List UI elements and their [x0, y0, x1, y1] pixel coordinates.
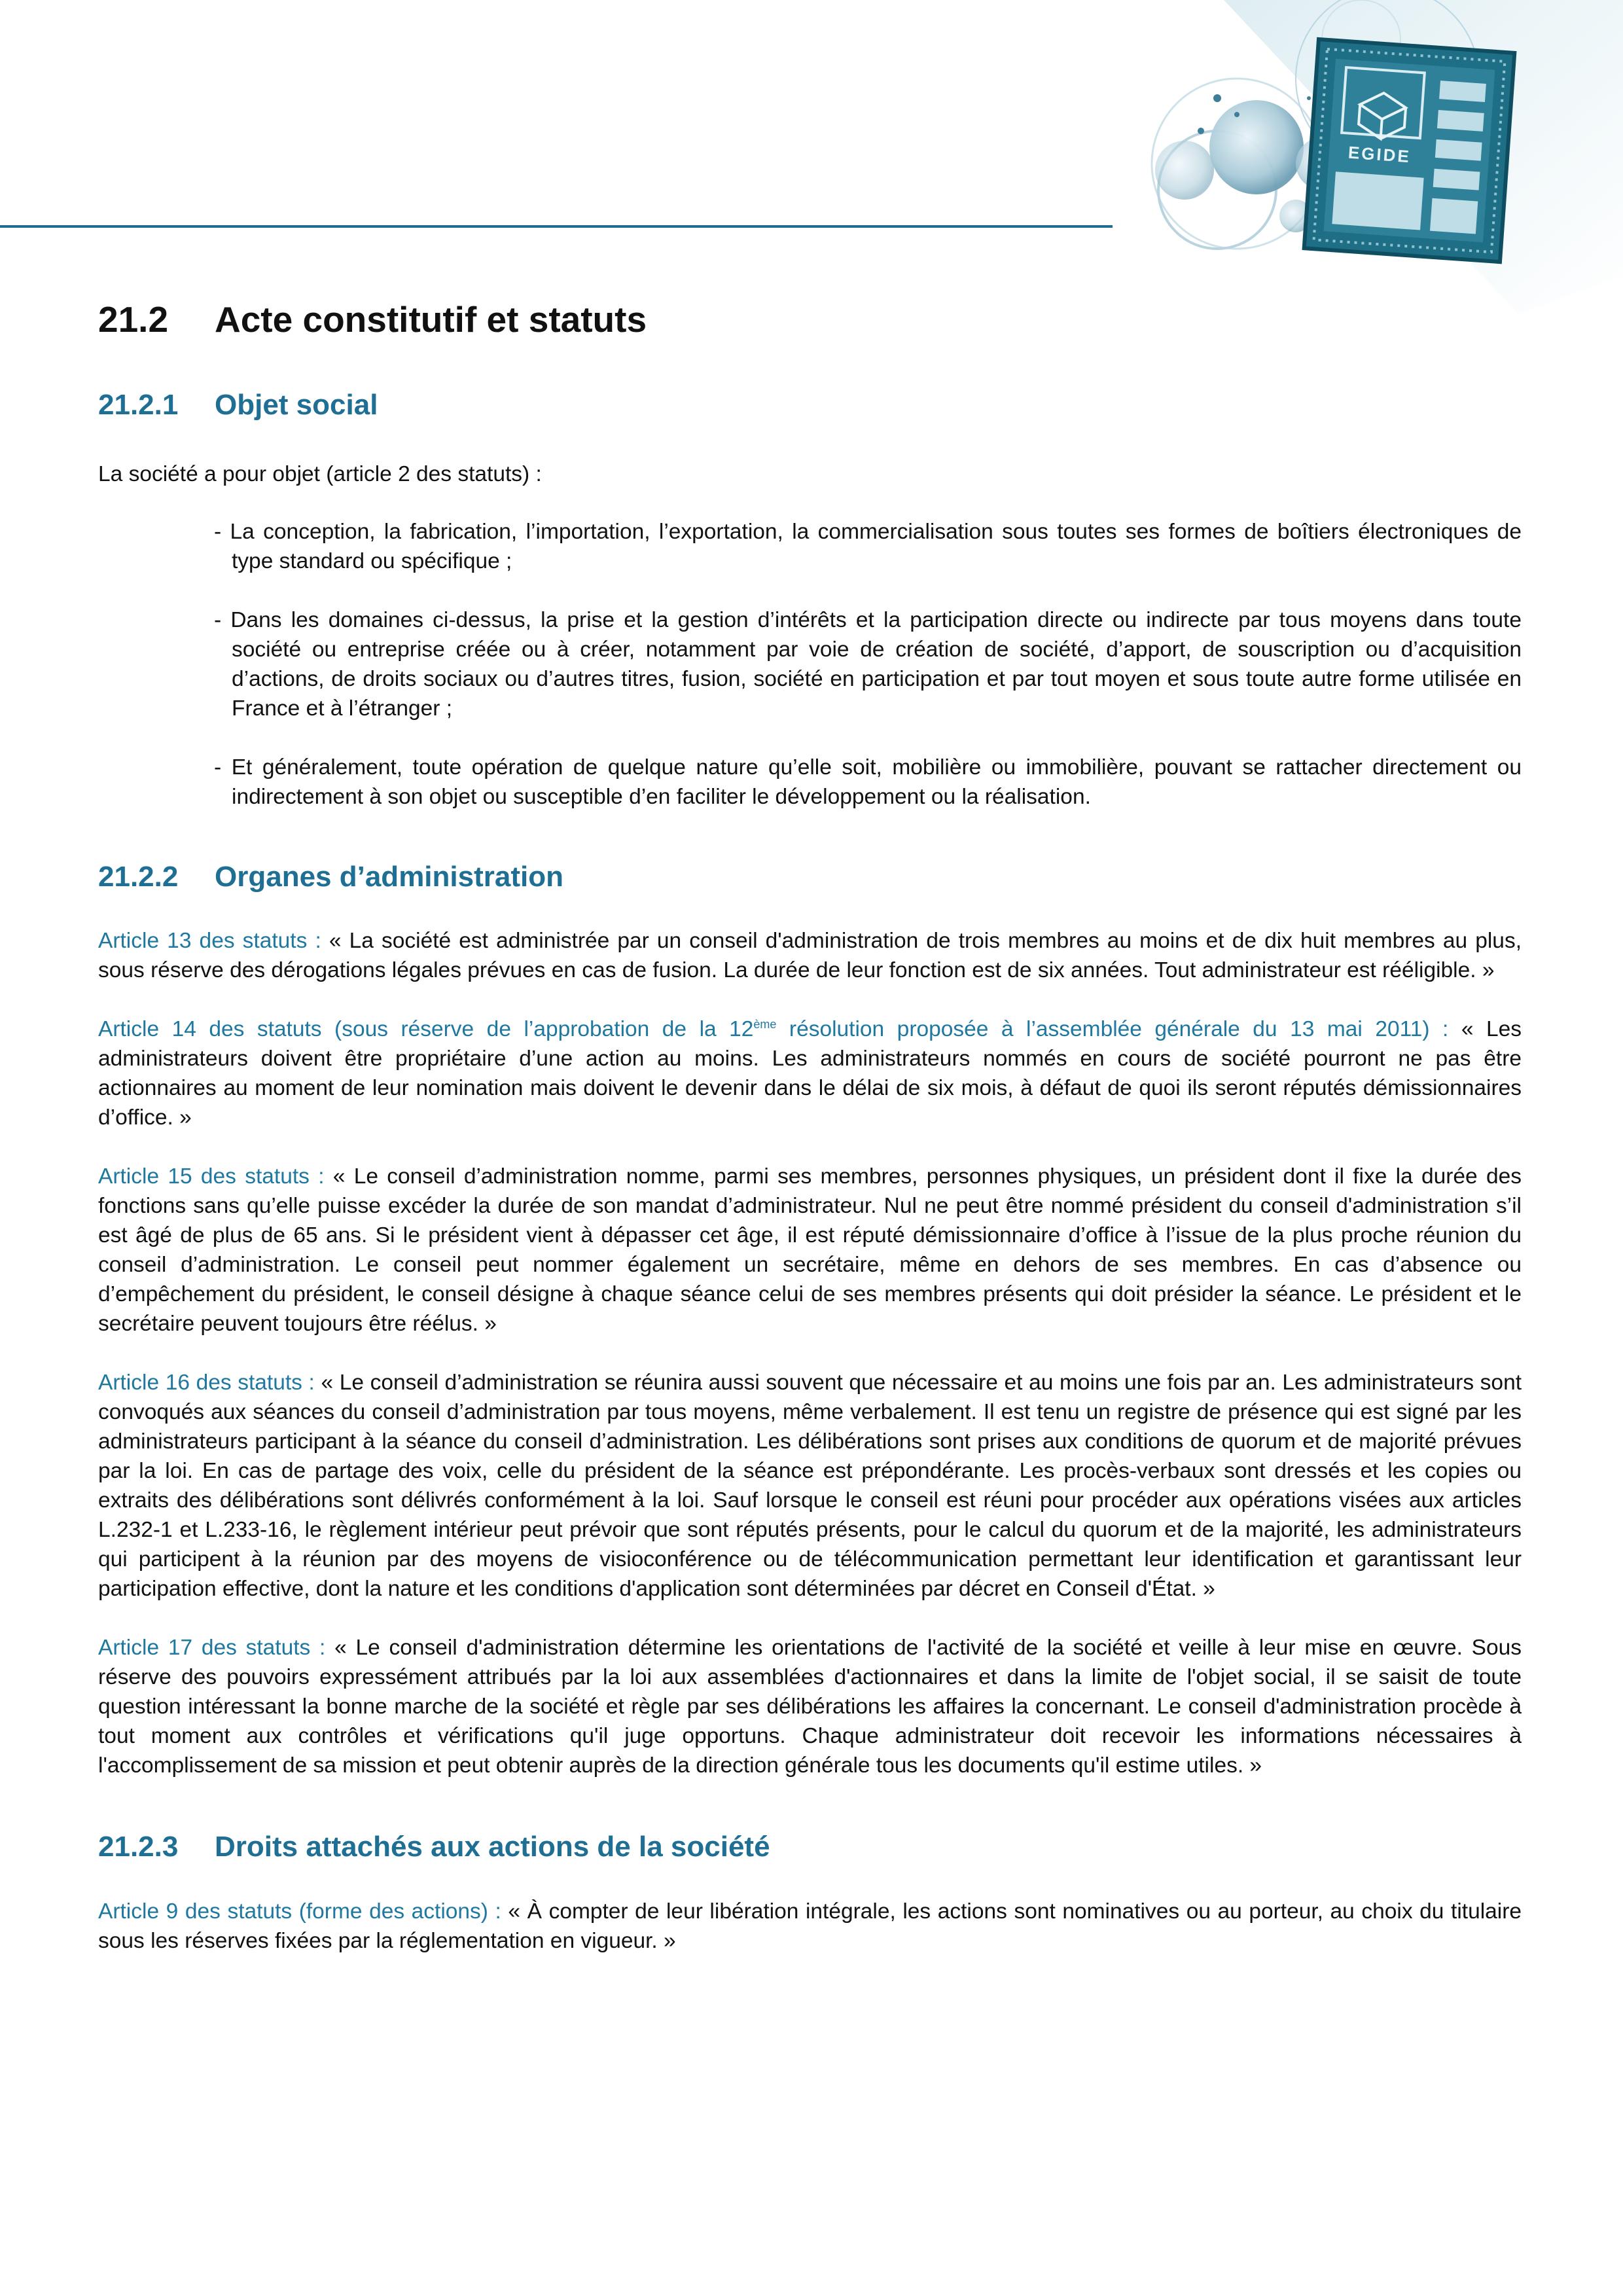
subsection-number: 21.2.2 — [98, 860, 179, 893]
article-13-text: « La société est administrée par un conseil d'administration de trois membres au moins et de dix huit membres au plus, sous réserve des dérogations légales prévues en cas de fusion. La durée de leur fonction est de six années. Tout administrateur est rééligible. » — [98, 928, 1522, 982]
list-item: - Dans les domaines ci-dessus, la prise et la gestion d’intérêts et la participation directe ou indirecte par tous moyens dans toute société ou entreprise créée ou à créer, notamment par voie de création de société, d’apport, de souscription ou d’acquisition d’actions, de droits sociaux ou d’autres titres, fusion, société en participation et par tout moyen et sous toute autre forme utilisée en France et à l’étranger ; — [214, 607, 1522, 721]
section-number: 21.2 — [98, 299, 169, 340]
article-16-paragraph — [98, 1368, 1522, 1604]
article-9-paragraph — [98, 1897, 1522, 1956]
article-17-text: « Le conseil d'administration détermine les orientations de l'activité de la société et veille à leur mise en œuvre. Sous réserve des pouvoirs expressément attribués par la loi aux assemblées d'actionnaires et dans la limite de l'objet social, il se saisit de toute question intéressant la bonne marche de la société et règle par ses délibérations les affaires la concernant. Le conseil d'administration procède à tout moment aux contrôles et vérifications qu'il juge opportuns. Chaque administrateur doit recevoir les informations nécessaires à l'accomplissement de sa mission et peut obtenir auprès de la direction générale tous les documents qu'il estime utiles. » — [98, 1635, 1522, 1778]
header-chip-illustration — [1021, 0, 1623, 327]
list-item: - Et généralement, toute opération de quelque nature qu’elle soit, mobilière ou immobilière, pouvant se rattacher directement ou indirectement à son objet ou susceptible d’en faciliter le développement ou la réalisation. — [214, 755, 1522, 809]
article-16-text: « Le conseil d’administration se réunira aussi souvent que nécessaire et au moins une fois par an. Les administrateurs sont convoqués aux séances du conseil d’administration par tous moyens, même verbalement. Il est tenu un registre de présence qui est signé par les administrateurs participant à la séance du conseil d’administration. Les délibérations sont prises aux conditions de quorum et de majorité prévues par la loi. En cas de partage des voix, celle du président de la séance est prépondérante. Les procès-verbaux sont dressés et les copies ou extraits des délibérations sont délivrés conformément à la loi. Sauf lorsque le conseil est réuni pour procéder aux opérations visées aux articles L.232-1 et L.233-16, le règlement intérieur peut prévoir que sont réputés présents, pour le calcul du quorum et de la majorité, les administrateurs qui participent à la réunion par des moyens de visioconférence ou de télécommunication permettant leur identification et garantissant leur participation effective, dont la nature et les conditions d'application sont déterminées par décret en Conseil d'État. » — [98, 1370, 1522, 1601]
article-15-text: « Le conseil d’administration nomme, parmi ses membres, personnes physiques, un président dont il fixe la durée des fonctions sans qu’elle puisse excéder la durée de son mandat d’administrateur. Nul ne peut être nommé président du conseil d'administration s’il est âgé de plus de 65 ans. Si le président vient à dépasser cet âge, il est réputé démissionnaire d’office à l’issue de la plus proche réunion du conseil d’administration. Le conseil peut nommer également un secrétaire, même en dehors de ses membres. En cas d’absence ou d’empêchement du président, le conseil désigne à chaque séance celui de ses membres présents qui doit présider la séance. Le président et le secrétaire peuvent toujours être réélus. » — [98, 1164, 1522, 1336]
list-item: - La conception, la fabrication, l’importation, l’exportation, la commercialisation sous toutes ses formes de boîtiers électroniques de type standard ou spécifique ; — [214, 519, 1522, 573]
objet-list — [98, 517, 1522, 812]
subsection-number: 21.2.3 — [98, 1830, 179, 1863]
objet-intro: La société a pour objet (article 2 des statuts) : — [98, 461, 542, 486]
subsection-heading-organes — [98, 860, 1522, 895]
subsection-heading-objet-social — [98, 388, 1522, 423]
article-9-text: « À compter de leur libération intégrale, les actions sont nominatives ou au porteur, au choix du titulaire sous les réserves fixées par la réglementation en vigueur. » — [98, 1899, 1522, 1954]
article-15-label: Article 15 des statuts : — [98, 1164, 325, 1189]
header-rule — [0, 225, 1113, 228]
subsection-title: Objet social — [215, 389, 378, 421]
subsection-title: Droits attachés aux actions de la société — [215, 1830, 770, 1863]
article-17-label: Article 17 des statuts : — [98, 1635, 326, 1660]
page-content — [98, 298, 1522, 1956]
article-16-label: Article 16 des statuts : — [98, 1370, 315, 1395]
subsection-number: 21.2.1 — [98, 389, 179, 421]
article-15-paragraph — [98, 1162, 1522, 1338]
subsection-title: Organes d’administration — [215, 860, 563, 893]
section-title: Acte constitutif et statuts — [215, 299, 647, 340]
article-14-text: « Les administrateurs doivent être propriétaire d’une action au moins. Les administrateurs nommés en cours de société pourront ne pas être actionnaires au moment de leur nomination mais doivent le devenir dans le délai de six mois, à défaut de quoi ils seront réputés démissionnaires d’office. » — [98, 1016, 1522, 1130]
article-14-label: Article 14 des statuts (sous réserve de l’approbation de la 12ème résolution proposée à l’assemblée générale du 13 mai 2011) : — [98, 1016, 1449, 1041]
article-13-paragraph — [98, 926, 1522, 985]
section-heading — [98, 298, 1522, 341]
article-9-label: Article 9 des statuts (forme des actions) : — [98, 1899, 501, 1924]
article-17-paragraph — [98, 1633, 1522, 1780]
article-14-paragraph — [98, 1014, 1522, 1132]
article-13-label: Article 13 des statuts : — [98, 928, 321, 953]
subsection-heading-droits — [98, 1830, 1522, 1865]
egide-logo: EGIDE — [1347, 142, 1412, 167]
